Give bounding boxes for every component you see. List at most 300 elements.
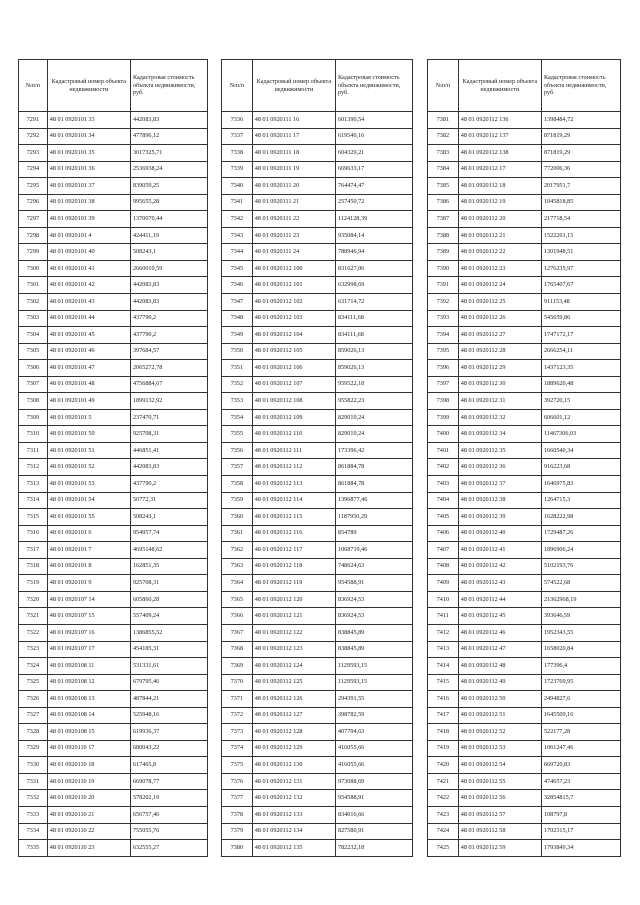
table-row [428, 178, 621, 195]
table-row [428, 227, 621, 244]
cadastral-number: 48 01 0920112 27 [458, 327, 541, 344]
cadastral-cost: 838845,89 [335, 624, 412, 641]
row-number: 7373 [222, 724, 253, 741]
table-row [428, 707, 621, 724]
cadastral-number: 48 01 0920112 104 [252, 327, 335, 344]
cadastral-number: 48 01 0920111 23 [252, 227, 335, 244]
row-number: 7322 [19, 624, 48, 641]
row-number: 7381 [428, 112, 459, 129]
cadastral-cost: 606601,12 [541, 409, 620, 426]
cadastral-cost: 764474,47 [335, 178, 412, 195]
table-row [428, 310, 621, 327]
row-number: 7409 [428, 575, 459, 592]
cadastral-number: 48 01 0920112 45 [458, 608, 541, 625]
row-number: 7405 [428, 509, 459, 526]
cadastral-number: 48 01 0920110 19 [47, 773, 130, 790]
cadastral-cost: 2536938,24 [130, 161, 207, 178]
cadastral-number: 48 01 0920112 19 [458, 194, 541, 211]
cadastral-table-2 [221, 59, 413, 857]
table-row [19, 426, 208, 443]
cadastral-number: 48 01 0920101 45 [47, 327, 130, 344]
table-row [19, 409, 208, 426]
row-number: 7299 [19, 244, 48, 261]
row-number: 7302 [19, 294, 48, 311]
row-number: 7328 [19, 724, 48, 741]
table-row [428, 823, 621, 840]
table-row [19, 740, 208, 757]
table-row [222, 227, 413, 244]
cadastral-number: 48 01 0920108 13 [47, 691, 130, 708]
row-number: 7317 [19, 542, 48, 559]
cadastral-cost: 1398484,72 [541, 112, 620, 129]
table-row [19, 757, 208, 774]
row-number: 7314 [19, 492, 48, 509]
cadastral-number: 48 01 0920112 131 [252, 773, 335, 790]
row-number: 7408 [428, 558, 459, 575]
row-number: 7352 [222, 376, 253, 393]
table-row [19, 707, 208, 724]
cadastral-cost: 108797,8 [541, 806, 620, 823]
table-row [19, 608, 208, 625]
table-row [19, 442, 208, 459]
table-row [428, 476, 621, 493]
row-number: 7372 [222, 707, 253, 724]
cadastral-cost: 2494827,6 [541, 691, 620, 708]
cadastral-cost: 2666254,11 [541, 343, 620, 360]
table-row [222, 327, 413, 344]
cadastral-number: 48 01 0920110 17 [47, 740, 130, 757]
row-number: 7378 [222, 806, 253, 823]
row-number: 7334 [19, 823, 48, 840]
row-number: 7330 [19, 757, 48, 774]
cadastral-cost: 1301948,51 [541, 244, 620, 261]
table-row [19, 376, 208, 393]
table-row [428, 509, 621, 526]
row-number: 7301 [19, 277, 48, 294]
cadastral-number: 48 01 0920112 51 [458, 707, 541, 724]
cadastral-cost: 748624,63 [335, 558, 412, 575]
cadastral-number: 48 01 0920107 15 [47, 608, 130, 625]
cadastral-number: 48 01 0920101 34 [47, 128, 130, 145]
row-number: 7420 [428, 757, 459, 774]
row-number: 7366 [222, 608, 253, 625]
row-number: 7402 [428, 459, 459, 476]
cadastral-number: 48 01 0920112 31 [458, 393, 541, 410]
table-row [222, 773, 413, 790]
table-row [222, 277, 413, 294]
table-row [428, 459, 621, 476]
cadastral-number: 48 01 0920101 37 [47, 178, 130, 195]
cadastral-number: 48 01 0920112 128 [252, 724, 335, 741]
table-row [19, 244, 208, 261]
cadastral-number: 48 01 0920108 12 [47, 674, 130, 691]
row-number: 7413 [428, 641, 459, 658]
table-row [19, 459, 208, 476]
cadastral-number: 48 01 0920112 54 [458, 757, 541, 774]
cadastral-cost: 916223,68 [541, 459, 620, 476]
table-row [222, 740, 413, 757]
row-number: 7356 [222, 442, 253, 459]
cadastral-number: 48 01 0920101 5 [47, 409, 130, 426]
cadastral-cost: 1068719,46 [335, 542, 412, 559]
cadastral-number: 48 01 0920112 130 [252, 757, 335, 774]
cadastral-cost: 416055,66 [335, 757, 412, 774]
cadastral-cost: 859026,13 [335, 343, 412, 360]
table-row [19, 145, 208, 162]
cadastral-number: 48 01 0920112 111 [252, 442, 335, 459]
table-row [428, 277, 621, 294]
row-number: 7421 [428, 773, 459, 790]
row-number: 7394 [428, 327, 459, 344]
header-cadastral-number: Кадастровый номер объекта недвижимости [458, 60, 541, 112]
cadastral-number: 48 01 0920112 125 [252, 674, 335, 691]
row-number: 7367 [222, 624, 253, 641]
row-number: 7350 [222, 343, 253, 360]
table-row [19, 575, 208, 592]
table-row [222, 128, 413, 145]
table-row [222, 790, 413, 807]
cadastral-cost: 1658020,84 [541, 641, 620, 658]
table-row [428, 327, 621, 344]
cadastral-number: 48 01 0920101 9 [47, 575, 130, 592]
cadastral-number: 48 01 0920112 100 [252, 260, 335, 277]
table-row [19, 128, 208, 145]
cadastral-number: 48 01 0920112 47 [458, 641, 541, 658]
row-number: 7403 [428, 476, 459, 493]
row-number: 7329 [19, 740, 48, 757]
table-row [19, 343, 208, 360]
row-number: 7303 [19, 310, 48, 327]
table-row [222, 591, 413, 608]
cadastral-cost: 1061247,46 [541, 740, 620, 757]
row-number: 7312 [19, 459, 48, 476]
cadastral-cost: 955822,23 [335, 393, 412, 410]
cadastral-number: 48 01 0920112 39 [458, 509, 541, 526]
row-number: 7342 [222, 211, 253, 228]
cadastral-number: 48 01 0920107 14 [47, 591, 130, 608]
cadastral-number: 48 01 0920110 23 [47, 840, 130, 857]
cadastral-cost: 829010,24 [335, 426, 412, 443]
cadastral-number: 48 01 0920111 20 [252, 178, 335, 195]
table-row [222, 575, 413, 592]
cadastral-number: 48 01 0920112 50 [458, 691, 541, 708]
table-row [428, 161, 621, 178]
row-number: 7340 [222, 178, 253, 195]
row-number: 7358 [222, 476, 253, 493]
table-row [428, 211, 621, 228]
row-number: 7323 [19, 641, 48, 658]
header-cadastral-cost: Кадастровая стоимость объекта недвижимости, руб. [541, 60, 620, 112]
table-row [428, 806, 621, 823]
cadastral-cost: 836924,53 [335, 591, 412, 608]
row-number: 7333 [19, 806, 48, 823]
table-row [428, 691, 621, 708]
table-row [19, 674, 208, 691]
table-row [428, 376, 621, 393]
cadastral-number: 48 01 0920101 44 [47, 310, 130, 327]
cadastral-number: 48 01 0920112 38 [458, 492, 541, 509]
cadastral-cost: 1187950,29 [335, 509, 412, 526]
cadastral-number: 48 01 0920111 17 [252, 128, 335, 145]
table-row [19, 542, 208, 559]
row-number: 7335 [19, 840, 48, 857]
row-number: 7406 [428, 525, 459, 542]
cadastral-cost: 632998,69 [335, 277, 412, 294]
cadastral-number: 48 01 0920112 36 [458, 459, 541, 476]
table-row [222, 178, 413, 195]
cadastral-cost: 935084,14 [335, 227, 412, 244]
cadastral-cost: 1045818,85 [541, 194, 620, 211]
row-number: 7294 [19, 161, 48, 178]
cadastral-number: 48 01 0920101 7 [47, 542, 130, 559]
table-row [222, 641, 413, 658]
cadastral-cost: 1952343,55 [541, 624, 620, 641]
table-row [428, 294, 621, 311]
cadastral-number: 48 01 0920101 55 [47, 509, 130, 526]
table-row [19, 294, 208, 311]
cadastral-number: 48 01 0920111 21 [252, 194, 335, 211]
row-number: 7382 [428, 128, 459, 145]
table-row [222, 608, 413, 625]
row-number: 7387 [428, 211, 459, 228]
row-number: 7407 [428, 542, 459, 559]
cadastral-number: 48 01 0920112 110 [252, 426, 335, 443]
row-number: 7321 [19, 608, 48, 625]
cadastral-number: 48 01 0920107 16 [47, 624, 130, 641]
cadastral-cost: 557409,24 [130, 608, 207, 625]
table-row [428, 641, 621, 658]
cadastral-cost: 454185,31 [130, 641, 207, 658]
row-number: 7293 [19, 145, 48, 162]
cadastral-number: 48 01 0920112 37 [458, 476, 541, 493]
cadastral-number: 48 01 0920112 134 [252, 823, 335, 840]
table-row [222, 724, 413, 741]
cadastral-number: 48 01 0920112 41 [458, 542, 541, 559]
cadastral-cost: 680043,22 [130, 740, 207, 757]
cadastral-number: 48 01 0920110 21 [47, 806, 130, 823]
row-number: 7380 [222, 840, 253, 857]
cadastral-number: 48 01 0920112 52 [458, 724, 541, 741]
table-row [222, 194, 413, 211]
table-row [222, 161, 413, 178]
table-row [19, 360, 208, 377]
cadastral-number: 48 01 0920112 135 [252, 840, 335, 857]
row-number: 7298 [19, 227, 48, 244]
row-number: 7326 [19, 691, 48, 708]
table-row [428, 343, 621, 360]
cadastral-cost: 1276235,97 [541, 260, 620, 277]
row-number: 7365 [222, 591, 253, 608]
table-row [428, 724, 621, 741]
row-number: 7395 [428, 343, 459, 360]
row-number: 7425 [428, 840, 459, 857]
row-number: 7388 [428, 227, 459, 244]
table-row [222, 806, 413, 823]
table-row [19, 509, 208, 526]
table-row [222, 459, 413, 476]
row-number: 7360 [222, 509, 253, 526]
cadastral-cost: 1645509,16 [541, 707, 620, 724]
row-number: 7291 [19, 112, 48, 129]
cadastral-number: 48 01 0920112 123 [252, 641, 335, 658]
cadastral-number: 48 01 0920101 48 [47, 376, 130, 393]
table-row [222, 360, 413, 377]
cadastral-cost: 257450,72 [335, 194, 412, 211]
cadastral-number: 48 01 0920101 49 [47, 393, 130, 410]
cadastral-number: 48 01 0920112 108 [252, 393, 335, 410]
row-number: 7348 [222, 310, 253, 327]
cadastral-number: 48 01 0920101 46 [47, 343, 130, 360]
cadastral-cost: 2065272,78 [130, 360, 207, 377]
table-row [222, 674, 413, 691]
table-row [428, 740, 621, 757]
row-number: 7337 [222, 128, 253, 145]
cadastral-number: 48 01 0920112 56 [458, 790, 541, 807]
row-number: 7377 [222, 790, 253, 807]
row-number: 7370 [222, 674, 253, 691]
cadastral-number: 48 01 0920112 18 [458, 178, 541, 195]
row-number: 7399 [428, 409, 459, 426]
row-number: 7412 [428, 624, 459, 641]
cadastral-number: 48 01 0920112 28 [458, 343, 541, 360]
table-row [19, 691, 208, 708]
cadastral-cost: 5102193,76 [541, 558, 620, 575]
cadastral-cost: 1747172,17 [541, 327, 620, 344]
cadastral-number: 48 01 0920101 4 [47, 227, 130, 244]
row-number: 7371 [222, 691, 253, 708]
cadastral-cost: 954588,91 [335, 790, 412, 807]
row-number: 7327 [19, 707, 48, 724]
cadastral-cost: 11467306,03 [541, 426, 620, 443]
table-row [428, 558, 621, 575]
cadastral-cost: 954957,74 [130, 525, 207, 542]
cadastral-cost: 605860,28 [130, 591, 207, 608]
cadastral-number: 48 01 0920101 35 [47, 145, 130, 162]
cadastral-number: 48 01 0920112 106 [252, 360, 335, 377]
cadastral-cost: 859026,13 [335, 360, 412, 377]
cadastral-number: 48 01 0920112 26 [458, 310, 541, 327]
cadastral-cost: 829010,24 [335, 409, 412, 426]
cadastral-cost: 217718,54 [541, 211, 620, 228]
table-row [222, 840, 413, 857]
table-row [222, 757, 413, 774]
row-number: 7313 [19, 476, 48, 493]
cadastral-cost: 442083,83 [130, 277, 207, 294]
cadastral-cost: 871819,29 [541, 128, 620, 145]
table-row [222, 260, 413, 277]
row-number: 7386 [428, 194, 459, 211]
cadastral-number: 48 01 0920112 120 [252, 591, 335, 608]
cadastral-cost: 995655,28 [130, 194, 207, 211]
cadastral-cost: 437790,2 [130, 310, 207, 327]
table-row [428, 112, 621, 129]
table-row [222, 476, 413, 493]
cadastral-number: 48 01 0920112 107 [252, 376, 335, 393]
cadastral-cost: 177396,4 [541, 658, 620, 675]
cadastral-number: 48 01 0920112 23 [458, 260, 541, 277]
table-row [19, 112, 208, 129]
row-number: 7415 [428, 674, 459, 691]
row-number: 7311 [19, 442, 48, 459]
table-row [222, 310, 413, 327]
cadastral-number: 48 01 0920107 17 [47, 641, 130, 658]
table-row [428, 442, 621, 459]
cadastral-number: 48 01 0920112 34 [458, 426, 541, 443]
cadastral-number: 48 01 0920112 48 [458, 658, 541, 675]
row-number: 7345 [222, 260, 253, 277]
cadastral-cost: 861884,78 [335, 476, 412, 493]
header-number: №п/п [428, 60, 459, 112]
row-number: 7353 [222, 393, 253, 410]
cadastral-cost: 1765407,67 [541, 277, 620, 294]
cadastral-number: 48 01 0920112 42 [458, 558, 541, 575]
table-row [19, 161, 208, 178]
table-row [222, 211, 413, 228]
row-number: 7424 [428, 823, 459, 840]
header-cadastral-cost: Кадастровая стоимость объекта недвижимости, руб. [335, 60, 412, 112]
cadastral-number: 48 01 0920108 15 [47, 724, 130, 741]
cadastral-number: 48 01 0920112 127 [252, 707, 335, 724]
cadastral-number: 48 01 0920112 46 [458, 624, 541, 641]
cadastral-number: 48 01 0920110 22 [47, 823, 130, 840]
row-number: 7414 [428, 658, 459, 675]
table-row [19, 724, 208, 741]
cadastral-number: 48 01 0920112 126 [252, 691, 335, 708]
table-row [222, 244, 413, 261]
row-number: 7422 [428, 790, 459, 807]
cadastral-cost: 1628222,98 [541, 509, 620, 526]
table-row [428, 608, 621, 625]
cadastral-cost: 669078,77 [130, 773, 207, 790]
row-number: 7308 [19, 393, 48, 410]
row-number: 7296 [19, 194, 48, 211]
cadastral-cost: 1702315,17 [541, 823, 620, 840]
cadastral-cost: 1437123,35 [541, 360, 620, 377]
row-number: 7300 [19, 260, 48, 277]
table-row [428, 658, 621, 675]
cadastral-cost: 836924,53 [335, 608, 412, 625]
cadastral-cost: 525948,16 [130, 707, 207, 724]
cadastral-cost: 1793849,34 [541, 840, 620, 857]
cadastral-number: 48 01 0920112 101 [252, 277, 335, 294]
cadastral-number: 48 01 0920112 55 [458, 773, 541, 790]
cadastral-cost: 393646,59 [541, 608, 620, 625]
cadastral-cost: 834016,66 [335, 806, 412, 823]
table-row [428, 426, 621, 443]
table-row [19, 773, 208, 790]
table-row [222, 409, 413, 426]
cadastral-cost: 831627,06 [335, 260, 412, 277]
cadastral-number: 48 01 0920112 17 [458, 161, 541, 178]
table-row [428, 393, 621, 410]
cadastral-cost: 4695148,62 [130, 542, 207, 559]
row-number: 7346 [222, 277, 253, 294]
cadastral-cost: 424411,19 [130, 227, 207, 244]
cadastral-cost: 1129593,15 [335, 658, 412, 675]
row-number: 7307 [19, 376, 48, 393]
cadastral-number: 48 01 0920112 129 [252, 740, 335, 757]
row-number: 7411 [428, 608, 459, 625]
cadastral-cost: 294391,55 [335, 691, 412, 708]
cadastral-cost: 954588,91 [335, 575, 412, 592]
table-row [222, 558, 413, 575]
row-number: 7376 [222, 773, 253, 790]
table-row [19, 525, 208, 542]
row-number: 7305 [19, 343, 48, 360]
table-row [428, 790, 621, 807]
row-number: 7357 [222, 459, 253, 476]
cadastral-number: 48 01 0920101 36 [47, 161, 130, 178]
